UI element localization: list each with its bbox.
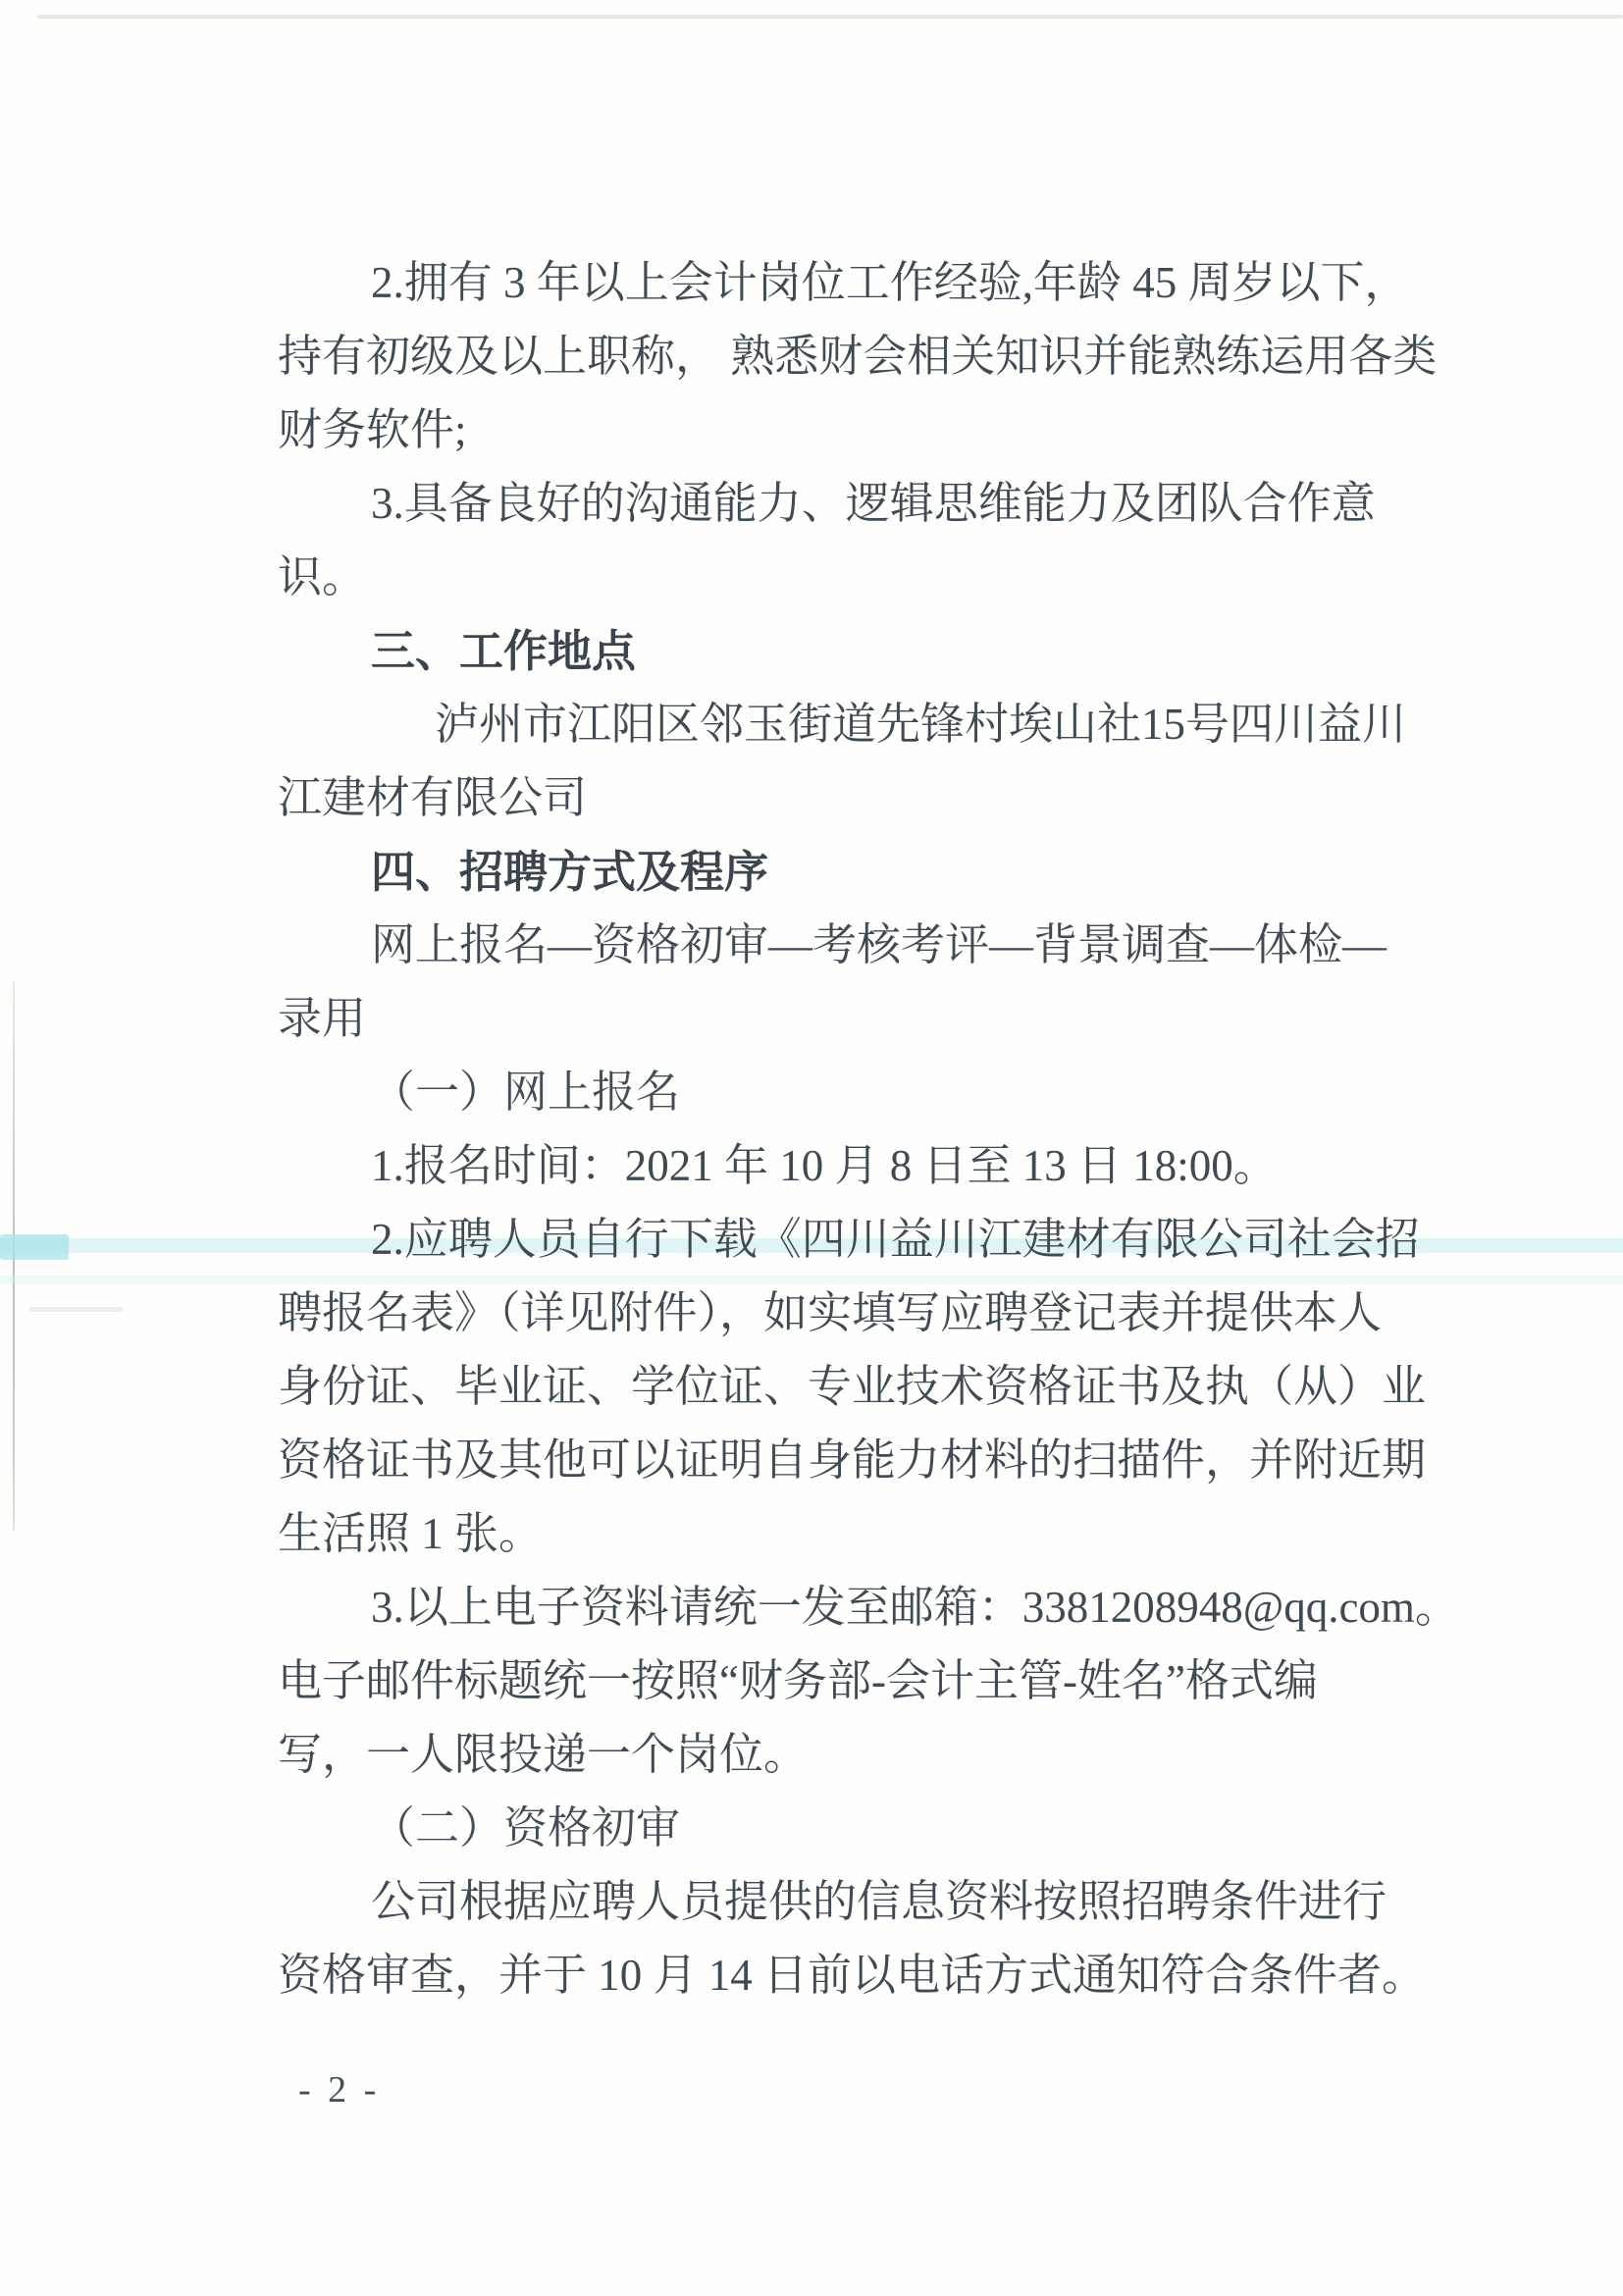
heading-section-4-recruitment-process: 四、招聘方式及程序 bbox=[371, 847, 769, 897]
para-registration-time: 1.报名时间：2021 年 10 月 8 日至 13 日 18:00。 bbox=[371, 1141, 1278, 1190]
para-process-flow-line-2: 录用 bbox=[278, 994, 367, 1043]
para-application-form-line-1: 2.应聘人员自行下载《四川益川江建材有限公司社会招 bbox=[371, 1215, 1420, 1264]
para-requirement-2-line-1: 2.拥有 3 年以上会计岗位工作经验,年龄 45 周岁以下， bbox=[371, 258, 1409, 307]
para-process-flow-line-1: 网上报名—资格初审—考核考评—背景调查—体检— bbox=[371, 920, 1387, 969]
para-application-form-line-3: 身份证、毕业证、学位证、专业技术资格证书及执（从）业 bbox=[278, 1362, 1427, 1411]
heading-section-3-work-location: 三、工作地点 bbox=[371, 626, 637, 676]
para-email-line-2: 电子邮件标题统一按照“财务部-会计主管-姓名”格式编 bbox=[278, 1656, 1318, 1705]
para-address-line-1: 泸州市江阳区邻玉街道先锋村埃山社15号四川益川 bbox=[435, 700, 1407, 749]
scan-artifact-smudge bbox=[29, 1307, 123, 1312]
para-requirement-3-line-1: 3.具备良好的沟通能力、逻辑思维能力及团队合作意 bbox=[371, 479, 1376, 528]
para-requirement-2-line-2: 持有初级及以上职称， 熟悉财会相关知识并能熟练运用各类 bbox=[278, 332, 1438, 381]
subheading-online-registration: （一）网上报名 bbox=[371, 1068, 681, 1117]
subheading-qualification-review: （二）资格初审 bbox=[371, 1803, 681, 1852]
para-review-line-2: 资格审查，并于 10 月 14 日前以电话方式通知符合条件者。 bbox=[278, 1951, 1427, 2000]
scan-artifact-top-line bbox=[37, 15, 1623, 19]
para-requirement-2-line-3: 财务软件; bbox=[278, 405, 467, 454]
para-review-line-1: 公司根据应聘人员提供的信息资料按照招聘条件进行 bbox=[371, 1877, 1387, 1926]
para-requirement-3-line-2: 识。 bbox=[278, 552, 367, 601]
para-application-form-line-5: 生活照 1 张。 bbox=[278, 1509, 544, 1558]
para-address-line-2: 江建材有限公司 bbox=[278, 773, 588, 822]
para-application-form-line-2: 聘报名表》（详见附件），如实填写应聘登记表并提供本人 bbox=[278, 1288, 1383, 1337]
para-email-line-1: 3.以上电子资料请统一发至邮箱：3381208948@qq.com。 bbox=[371, 1583, 1459, 1632]
document-text-block bbox=[278, 246, 1459, 2012]
para-email-line-3: 写，一人限投递一个岗位。 bbox=[278, 1730, 809, 1779]
page-number: - 2 - bbox=[298, 2069, 381, 2111]
scan-artifact-cyan-edge-blob bbox=[0, 1234, 69, 1260]
para-application-form-line-4: 资格证书及其他可以证明自身能力材料的扫描件，并附近期 bbox=[278, 1435, 1427, 1485]
